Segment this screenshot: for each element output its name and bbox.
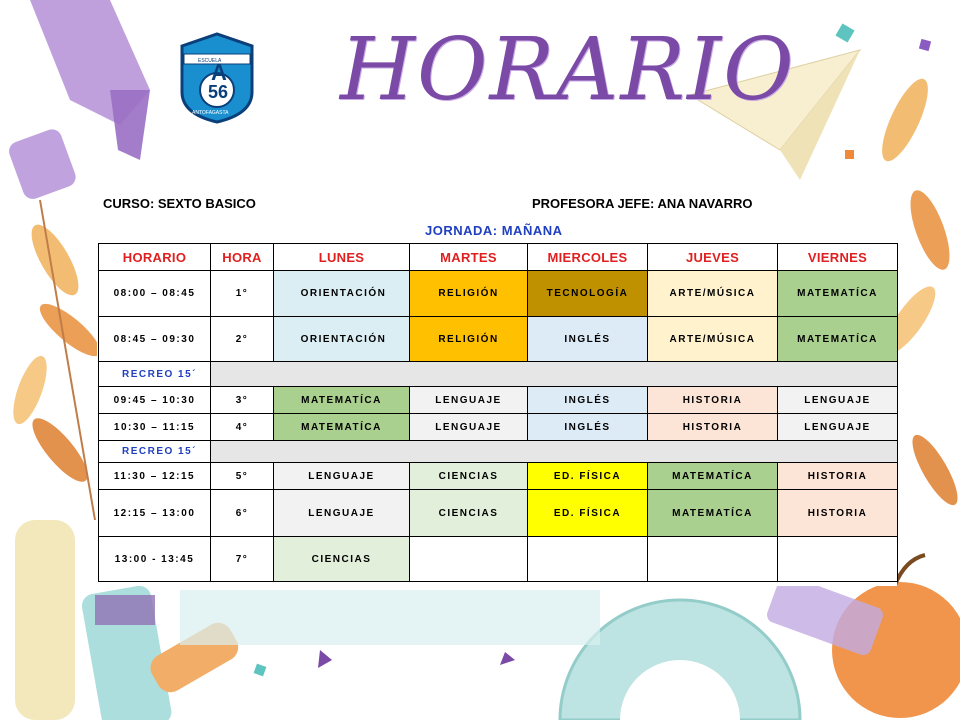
subject-cell: LENGUAJE (274, 490, 410, 537)
recess-row (99, 362, 898, 387)
table-row (99, 317, 898, 362)
table-row (99, 387, 898, 414)
period-cell: 3° (211, 387, 274, 414)
subject-cell: HISTORIA (648, 387, 778, 414)
subject-cell (410, 537, 528, 582)
period-cell: 5° (211, 463, 274, 490)
school-logo (178, 32, 256, 124)
ruler-icon (180, 590, 600, 645)
time-cell: 10:30 – 11:15 (99, 414, 211, 441)
header-horario: HORARIO (99, 244, 211, 271)
subject-cell: MATEMATÍCA (778, 271, 898, 317)
logo-letter: A (211, 60, 227, 85)
subject-cell: LENGUAJE (274, 463, 410, 490)
subject-cell (528, 537, 648, 582)
subject-cell (648, 537, 778, 582)
subject-cell: HISTORIA (648, 414, 778, 441)
period-cell: 1° (211, 271, 274, 317)
table-header-row (99, 244, 898, 271)
subject-cell: MATEMATÍCA (274, 414, 410, 441)
period-cell: 2° (211, 317, 274, 362)
time-cell: 12:15 – 13:00 (99, 490, 211, 537)
subject-cell: INGLÉS (528, 414, 648, 441)
subject-cell: ORIENTACIÓN (274, 317, 410, 362)
period-cell: 4° (211, 414, 274, 441)
header-martes: MARTES (410, 244, 528, 271)
logo-bottom-text: ANTOFAGASTA (192, 110, 229, 116)
table-row (99, 463, 898, 490)
header-miercoles: MIERCOLES (528, 244, 648, 271)
shift-label: JORNADA: MAÑANA (425, 223, 563, 238)
subject-cell: MATEMATÍCA (648, 463, 778, 490)
highlighter-icon (6, 0, 150, 202)
subject-cell: ARTE/MÚSICA (648, 317, 778, 362)
time-cell: 11:30 – 12:15 (99, 463, 211, 490)
subject-cell: ED. FÍSICA (528, 463, 648, 490)
subject-cell: LENGUAJE (778, 414, 898, 441)
subject-cell: HISTORIA (778, 463, 898, 490)
subject-cell: CIENCIAS (274, 537, 410, 582)
subject-cell: LENGUAJE (778, 387, 898, 414)
header-jueves: JUEVES (648, 244, 778, 271)
head-teacher-label: PROFESORA JEFE: ANA NAVARRO (532, 196, 753, 211)
period-cell: 6° (211, 490, 274, 537)
subject-cell: MATEMATÍCA (274, 387, 410, 414)
page-title: HORARIO (340, 20, 796, 120)
subject-cell: RELIGIÓN (410, 317, 528, 362)
subject-cell (778, 537, 898, 582)
period-cell: 7° (211, 537, 274, 582)
course-label: CURSO: SEXTO BASICO (103, 196, 256, 211)
subject-cell: ORIENTACIÓN (274, 271, 410, 317)
subject-cell: INGLÉS (528, 387, 648, 414)
subject-cell: RELIGIÓN (410, 271, 528, 317)
subject-cell: TECNOLOGÍA (528, 271, 648, 317)
subject-cell: ED. FÍSICA (528, 490, 648, 537)
table-row (99, 271, 898, 317)
subject-cell: LENGUAJE (410, 387, 528, 414)
table-row (99, 537, 898, 582)
subject-cell: HISTORIA (778, 490, 898, 537)
recess-label: RECREO 15´ (99, 362, 211, 387)
subject-cell: INGLÉS (528, 317, 648, 362)
header-lunes: LUNES (274, 244, 410, 271)
time-cell: 08:00 – 08:45 (99, 271, 211, 317)
subject-cell: CIENCIAS (410, 463, 528, 490)
time-cell: 09:45 – 10:30 (99, 387, 211, 414)
subject-cell: MATEMATÍCA (648, 490, 778, 537)
recess-fill (211, 362, 898, 387)
table-row (99, 414, 898, 441)
recess-row (99, 441, 898, 463)
time-cell: 13:00 - 13:45 (99, 537, 211, 582)
schedule-table (98, 243, 898, 582)
header-viernes: VIERNES (778, 244, 898, 271)
subject-cell: ARTE/MÚSICA (648, 271, 778, 317)
recess-label: RECREO 15´ (99, 441, 211, 463)
subject-cell: LENGUAJE (410, 414, 528, 441)
logo-top-text: ESCUELA (198, 58, 222, 64)
logo-number: 56 (208, 82, 229, 102)
table-row (99, 490, 898, 537)
autumn-leaves-left-icon (6, 200, 106, 520)
recess-fill (211, 441, 898, 463)
header-hora: HORA (211, 244, 274, 271)
subject-cell: MATEMATÍCA (778, 317, 898, 362)
time-cell: 08:45 – 09:30 (99, 317, 211, 362)
subject-cell: CIENCIAS (410, 490, 528, 537)
